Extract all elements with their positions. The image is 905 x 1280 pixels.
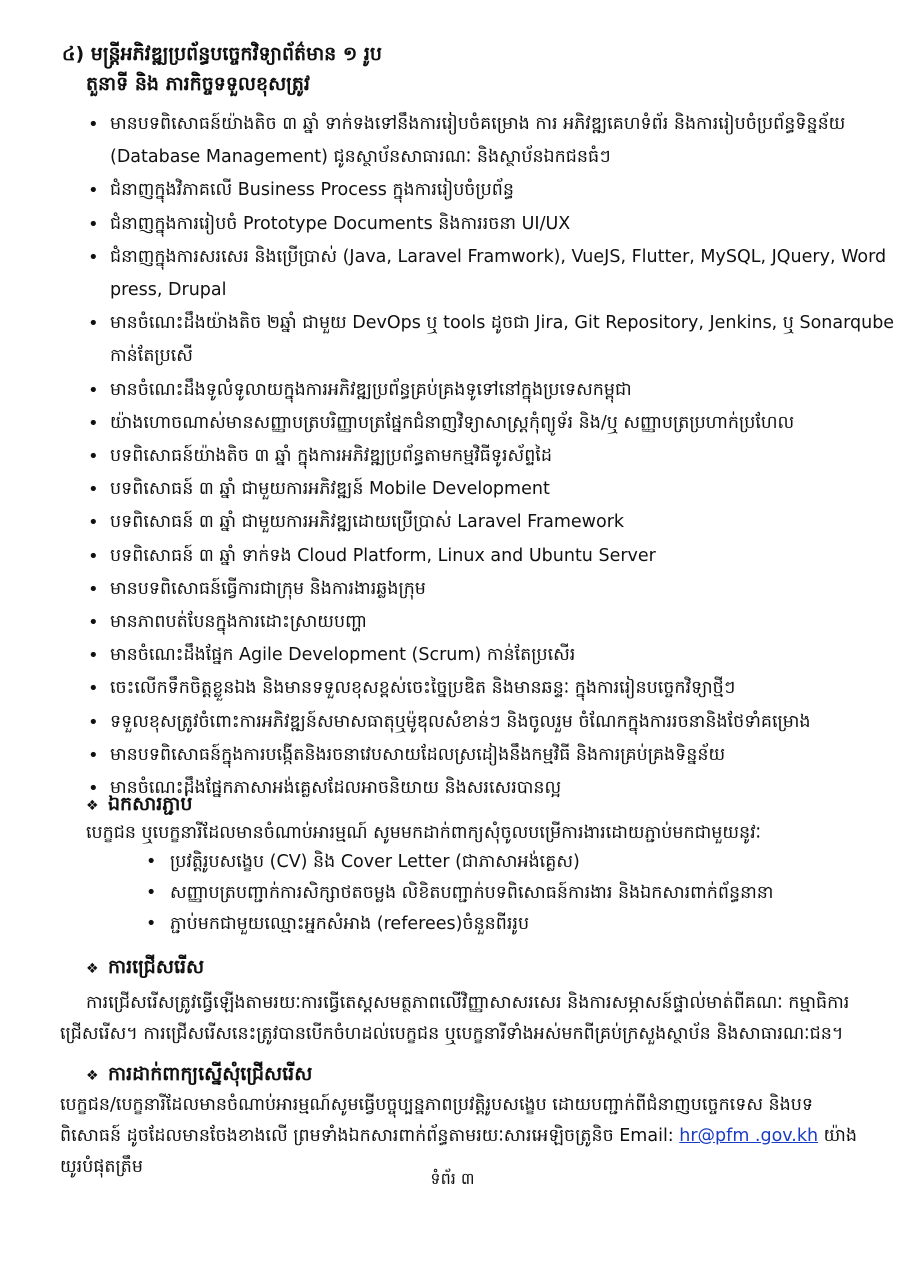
requirement-item xyxy=(110,540,900,573)
documents-intro: បេក្ខជន ឬបេក្ខនារីដែលមានចំណាប់អារម្មណ៍ សូមមកដាក់ពាក្យសុំចូលបម្រើការងារដោយភ្ជាប់មកជាមួយនូវៈ xyxy=(86,823,762,843)
requirement-item xyxy=(110,174,900,207)
requirement-line: • ចេះលើកទឹកចិត្តខ្លួនឯង និងមានទទួលខុសខ្ពស់ចេះច្នៃប្រឌិត និងមានឆន្ទៈ ក្នុងការរៀនបច្ចេកវិទ្យាថ្មីៗ xyxy=(110,678,736,699)
position-number: ៤) xyxy=(62,43,85,65)
requirement-line: • បទពិសោធន៍ ៣ ឆ្នាំ ជាមួយការអភិវឌ្ឍដោយប្រើប្រាស់ Laravel Framework xyxy=(110,512,625,533)
page-number: ទំព័រ ៣ xyxy=(430,1169,475,1188)
requirement-item xyxy=(110,573,900,606)
position-heading xyxy=(62,42,382,70)
requirement-item xyxy=(110,473,900,506)
diamond-bullet-icon: ❖ xyxy=(86,798,99,814)
requirement-item xyxy=(110,307,900,373)
documents-title-text: ឯកសារភ្ជាប់ xyxy=(108,793,193,815)
requirement-line: • មានបទពិសោធន៍យ៉ាងតិច ៣ ឆ្នាំ ទាក់ទងទៅនឹងការរៀបចំគម្រោង ការ អភិវឌ្ឍគេហទំព័រ និងការរៀបចំប្រព័ន្ធទិន្នន័យ xyxy=(110,114,846,134)
requirement-line: • ទទួលខុសត្រូវចំពោះការអភិវឌ្ឍន៍សមាសធាតុឬម៉ូឌុលសំខាន់ៗ និងចូលរួម ចំណែកក្នុងការរចនានិងថែទាំគម្រោង xyxy=(110,711,811,732)
requirement-item xyxy=(110,108,900,174)
requirement-line: • មានចំណេះដឹងទូលំទូលាយក្នុងការអភិវឌ្ឍប្រព័ន្ធគ្រប់គ្រងទូទៅនៅក្នុងប្រទេសកម្ពុជា xyxy=(110,379,632,400)
requirement-line: • មានភាពបត់បែនក្នុងការដោះស្រាយបញ្ហា xyxy=(110,612,367,633)
requirement-line: • យ៉ាងហោចណាស់មានសញ្ញាបត្របរិញ្ញាបត្រផ្នែកជំនាញវិទ្យាសាស្ត្រកុំព្យូទ័រ និង/ឬ សញ្ញាបត្រប្រហាក់ប្រហែល xyxy=(110,412,795,433)
list-item: • ប្រវត្តិរូបសង្ខេប (CV) និង Cover Letter (ជាភាសាអង់គ្លេស) xyxy=(170,847,773,878)
requirement-line: • មានបទពិសោធន៍ធ្វើការជាក្រុម និងការងារឆ្លងក្រុម xyxy=(110,578,426,599)
requirement-item xyxy=(110,241,900,307)
requirement-item xyxy=(110,440,900,473)
requirement-line: • មានចំណេះដឹងផ្នែក Agile Development (Scrum) កាន់តែប្រសើរ xyxy=(110,645,576,666)
requirement-line: • បទពិសោធន៍ ៣ ឆ្នាំ ទាក់ទង Cloud Platform, Linux and Ubuntu Server xyxy=(110,545,656,566)
requirement-item xyxy=(110,606,900,639)
requirement-item xyxy=(110,739,900,772)
requirement-line: press, Drupal xyxy=(110,280,227,301)
selection-section-title xyxy=(86,955,204,983)
requirement-line: (Database Management) ជូនស្ថាប័នសាធារណៈ និងស្ថាប័នឯកជនធំៗ xyxy=(110,147,611,168)
application-section-title xyxy=(86,1062,312,1090)
requirements-list xyxy=(86,108,900,805)
position-title: មន្ត្រីអភិវឌ្ឍប្រព័ន្ធបច្ចេកវិទ្យាព័ត៌មាន ១ រូប xyxy=(90,43,382,65)
requirement-line: • មានចំណេះដឹងផ្នែកភាសាអង់គ្លេសដែលអាចនិយាយ និងសរសេរបានល្អ xyxy=(110,778,562,799)
application-line-2-text: ពិសោធន៍ ដូចដែលមានចែងខាងលើ ព្រមទាំងឯកសារពាក់ព័ន្ធតាមរយៈសារអេឡិចត្រូនិច Email: xyxy=(60,1126,680,1146)
requirement-line: • ជំនាញក្នុងការរៀបចំ Prototype Documents និងការរចនា UI/UX xyxy=(110,213,571,234)
requirement-line: • ជំនាញក្នុងការសរសេរ និងប្រើប្រាស់ (Java, Laravel Framwork), VueJS, Flutter, MySQL, JQuery, Word xyxy=(110,246,887,267)
selection-paragraph xyxy=(60,988,866,1050)
requirement-item xyxy=(110,407,900,440)
application-title-text: ការដាក់ពាក្យស្នើសុំជ្រើសរើស xyxy=(108,1063,313,1085)
diamond-bullet-icon: ❖ xyxy=(86,961,99,977)
selection-line: ការជ្រើសរើសត្រូវធ្វើឡើងតាមរយៈការធ្វើតេស្តសមត្ថភាពលើវិញ្ញាសាសរសេរ និងការសម្ភាសន៍ផ្ទាល់មាត់ពីគណៈ កម្មាធិការ xyxy=(86,993,850,1013)
requirement-item xyxy=(110,506,900,539)
requirement-item xyxy=(110,772,900,805)
requirement-line: កាន់តែប្រសើ xyxy=(110,346,193,367)
requirement-line: • មានចំណេះដឹងយ៉ាងតិច ២ឆ្នាំ ជាមួយ DevOps ឬ tools ដូចជា Jira, Git Repository, Jenkins, ឬ Sonarqube xyxy=(110,313,895,334)
requirement-item xyxy=(110,374,900,407)
application-line-2-end: យ៉ាងយូរបំផុតត្រឹម xyxy=(60,1126,857,1177)
email-link[interactable]: hr@pfm .gov.kh xyxy=(679,1126,819,1146)
requirement-line: • បទពិសោធន៍ ៣ ឆ្នាំ ជាមួយការអភិវឌ្ឍន៍ Mobile Development xyxy=(110,479,550,500)
list-item: • ភ្ជាប់មកជាមួយឈ្មោះអ្នកសំអាង (referees)ចំនួនពីររូប xyxy=(170,909,773,940)
requirement-item xyxy=(110,639,900,672)
list-item: • សញ្ញាបត្របញ្ជាក់ការសិក្សាថតចម្លង លិខិតបញ្ជាក់បទពិសោធន៍ការងារ និងឯកសារពាក់ព័ន្ធនានា xyxy=(170,878,773,909)
diamond-bullet-icon: ❖ xyxy=(86,1068,99,1084)
requirement-line: • មានបទពិសោធន៍ក្នុងការបង្កើតនិងរចនាវេបសាយដែលស្រដៀងនឹងកម្មវិធី និងការគ្រប់គ្រងទិន្នន័យ xyxy=(110,744,726,765)
documents-section-title xyxy=(86,792,192,820)
requirement-line: • ជំនាញក្នុងវិភាគលើ Business Process ក្នុងការរៀបចំប្រព័ន្ធ xyxy=(110,180,514,201)
application-line-1: បេក្ខជន/បេក្ខនារីដែលមានចំណាប់អារម្មណ៍សូមធ្វើបច្ចុប្បន្នភាពប្រវត្តិរូបសង្ខេប ដោយបញ្ជាក់ពីជំនាញបច្ចេកទេស និងបទ xyxy=(60,1095,813,1115)
selection-line: ជ្រើសរើស។ ការជ្រើសរើសនេះត្រូវបានបើកចំហដល់បេក្ខជន ឬបេក្ខនារីទាំងអស់មកពីគ្រប់ក្រសួងស្ថាប័ន និងសាធារណៈជន។ xyxy=(60,1024,844,1044)
documents-list xyxy=(170,847,773,940)
duties-heading: តួនាទី និង ភារកិច្ចទទួលខុសត្រូវ xyxy=(86,73,310,95)
requirement-item xyxy=(110,706,900,739)
requirement-line: • បទពិសោធន៍យ៉ាងតិច ៣ ឆ្នាំ ក្នុងការអភិវឌ្ឍប្រព័ន្ធតាមកម្មវិធីទូរស័ព្ទដៃ xyxy=(110,446,552,467)
requirement-item xyxy=(110,208,900,241)
selection-title-text: ការជ្រើសរើស xyxy=(108,956,205,978)
requirement-item xyxy=(110,672,900,705)
